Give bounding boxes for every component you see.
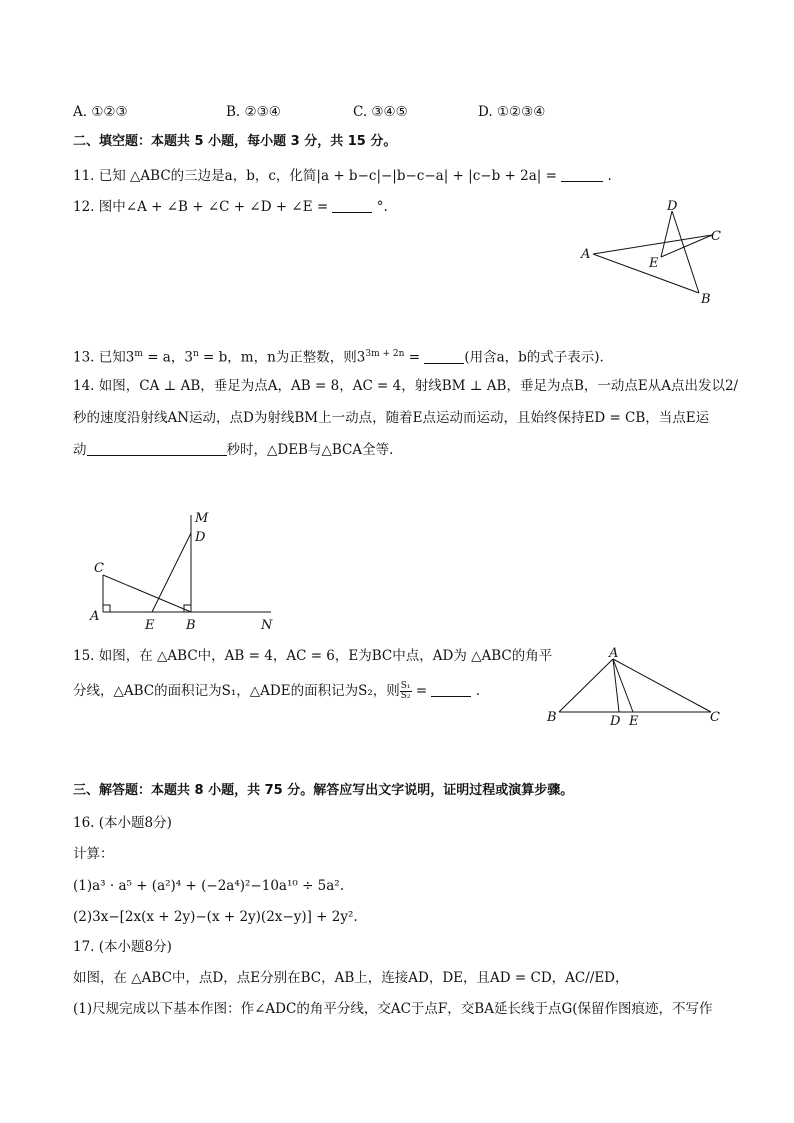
q14-label-m: M (195, 511, 209, 526)
question-16-part-1: (1)a³ · a⁵ + (a²)⁴ + (−2a⁴)²−10a¹⁰ ÷ 5a². (73, 878, 345, 894)
q13-mid2: = b，m，n为正整数，则3 (198, 349, 366, 366)
option-c: C. ③④⑤ (353, 104, 408, 120)
q14-label-n: N (261, 618, 273, 633)
q15-frac-den: S₂ (400, 691, 411, 701)
question-13 (73, 344, 604, 368)
q15-label-d: D (610, 714, 621, 729)
question-16-title: 16. (本小题8分) (73, 815, 172, 831)
q15-tail: . (475, 683, 481, 699)
q15-label-e: E (629, 714, 639, 729)
q14-figure (85, 505, 285, 637)
q15-label-b: B (547, 710, 557, 725)
q12-label-e: E (649, 256, 659, 271)
q14-label-b: B (186, 618, 196, 633)
q13-exp-3m2n: 3m + 2n (365, 349, 405, 359)
question-17-line-2: (1)尺规完成以下基本作图：作∠ADC的角平分线，交AC于点F，交BA延长线于点G(保留作图痕迹，不写作 (73, 1001, 713, 1017)
q15-line2-prefix: 分线，△ABC的面积记为S₁，△ADE的面积记为S₂，则 (73, 683, 400, 699)
section-2-heading: 二、填空题：本题共 5 小题，每小题 3 分，共 15 分。 (73, 134, 397, 149)
q12-label-d: D (667, 199, 678, 214)
q15-label-c: C (710, 710, 720, 725)
question-16-intro: 计算： (73, 846, 114, 862)
question-17-title: 17. (本小题8分) (73, 939, 172, 955)
q13-exp-m: m (134, 349, 143, 359)
q13-mid3: = (404, 349, 425, 366)
q14-label-a: A (90, 609, 100, 624)
question-16-part-2: (2)3x−[2x(x + 2y)−(x + 2y)(2x−y)] + 2y². (73, 909, 358, 925)
q12-figure (575, 195, 725, 310)
q12-label-b: B (701, 292, 711, 307)
q11-tail: . (607, 168, 612, 184)
q13-exp-n: n (192, 349, 199, 359)
q14-line3-tail: 秒时，△DEB与△BCA全等. (226, 442, 394, 458)
q13-mid1: = a，3 (142, 349, 193, 366)
q13-answer-blank (424, 349, 464, 364)
q12-text: 12. 图中∠A + ∠B + ∠C + ∠D + ∠E = (73, 199, 333, 215)
q12-label-a: A (581, 247, 591, 262)
q15-figure (543, 647, 728, 732)
q15-fraction (400, 682, 412, 701)
question-15-line-1: 15. 如图，在 △ABC中，AB = 4，AC = 6，E为BC中点，AD为 △ABC的角平 (73, 648, 553, 664)
option-a: A. ①②③ (73, 104, 128, 120)
q13-tail: (用含a，b的式子表示). (464, 349, 604, 366)
option-b: B. ②③④ (226, 104, 281, 120)
q14-answer-blank (87, 441, 227, 456)
q12-label-c: C (711, 229, 721, 244)
q15-answer-blank (431, 682, 471, 697)
q13-prefix: 13. 已知3 (73, 349, 135, 366)
q11-text: 11. 已知 △ABC的三边是a，b，c，化简|a + b−c|−|b−c−a| + |c−b + 2a| = (73, 168, 562, 184)
q12-answer-blank (332, 198, 372, 213)
q15-frac-num: S₁ (400, 681, 411, 691)
q12-tail: °. (376, 199, 388, 215)
question-15-line-2 (73, 681, 480, 701)
question-11 (73, 166, 612, 186)
option-d: D. ①②③④ (478, 104, 546, 120)
q14-label-e: E (145, 618, 155, 633)
q14-line3-prefix: 动 (73, 442, 87, 458)
q15-label-a: A (609, 647, 619, 661)
question-17-line-1: 如图，在 △ABC中，点D，点E分别在BC，AB上，连接AD，DE，且AD = CD，AC//ED， (73, 970, 629, 986)
question-14-line-3 (73, 440, 393, 460)
q14-label-c: C (94, 561, 104, 576)
question-12 (73, 197, 388, 217)
q11-answer-blank (561, 167, 603, 182)
q14-label-d: D (195, 530, 206, 545)
section-3-heading: 三、解答题：本题共 8 小题，共 75 分。解答应写出文字说明，证明过程或演算步骤。 (73, 783, 574, 798)
question-14-line-2: 秒的速度沿射线AN运动，点D为射线BM上一动点，随着E点运动而运动，且始终保持ED = CB，当点E运 (73, 410, 710, 426)
question-14-line-1: 14. 如图，CA ⊥ AB，垂足为点A，AB = 8，AC = 4，射线BM ⊥ AB，垂足为点B，一动点E从A点出发以2/ (73, 378, 739, 394)
q15-line2-mid: = (411, 683, 432, 699)
